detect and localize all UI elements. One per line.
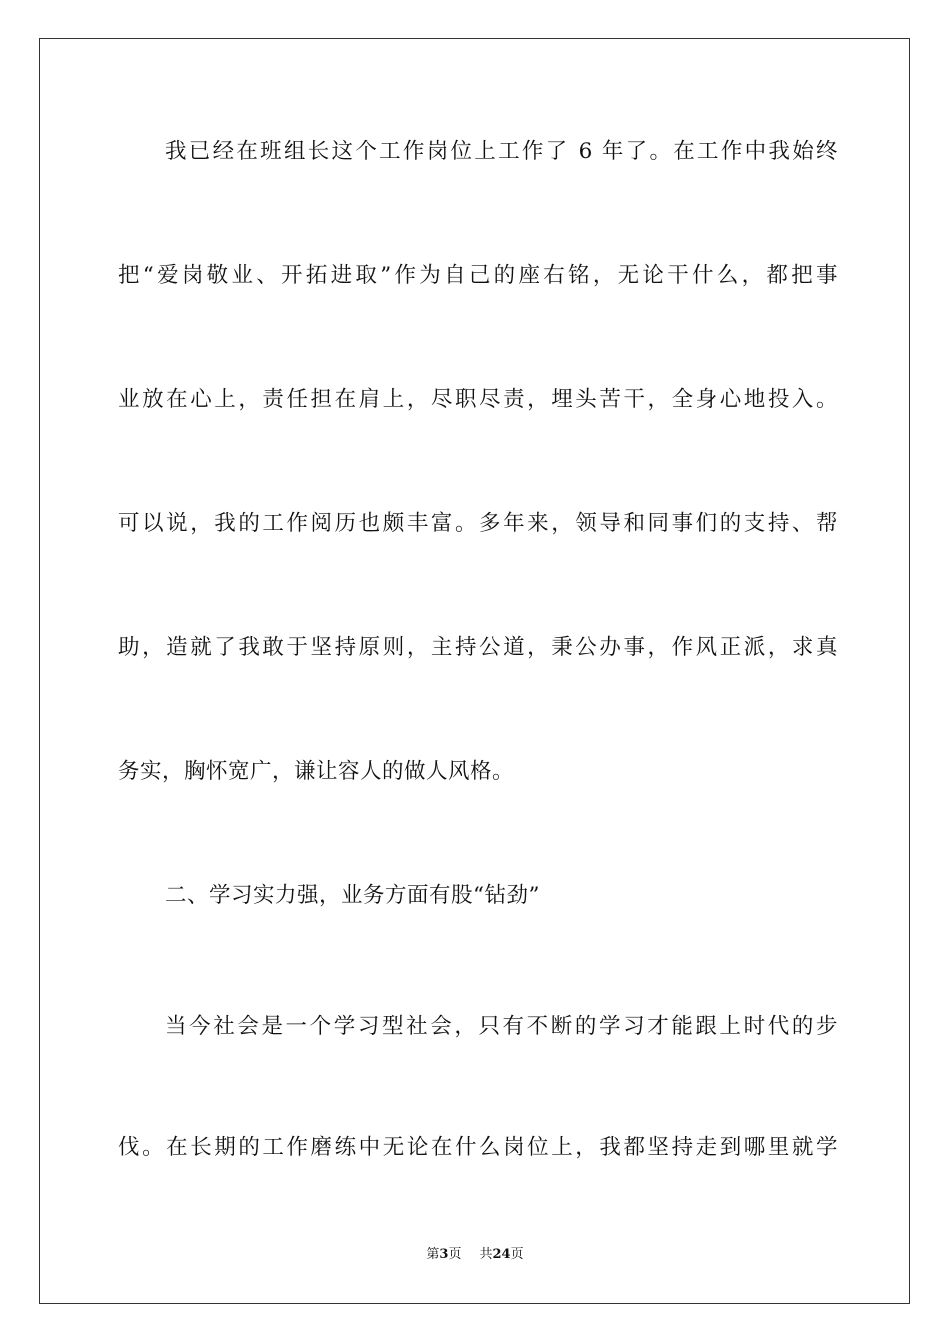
page-border: [39, 38, 910, 1304]
page-footer: [0, 1246, 950, 1264]
footer-total-suffix: 页: [510, 1247, 524, 1262]
body-line-5: 助，造就了我敢于坚持原则，主持公道，秉公办事，作风正派，求真: [118, 635, 838, 660]
section-heading: 二、学习实力强，业务方面有股“钻劲”: [165, 883, 540, 908]
footer-total-pages: 24: [492, 1247, 511, 1262]
footer-total-prefix: 共: [479, 1247, 493, 1262]
body-line-2: 把“爱岗敬业、开拓进取”作为自己的座右铭，无论干什么，都把事: [118, 263, 838, 288]
body-line-4: 可以说，我的工作阅历也颇丰富。多年来，领导和同事们的支持、帮: [118, 511, 838, 536]
footer-page-number: 3: [439, 1247, 449, 1262]
body-line-8: 伐。在长期的工作磨练中无论在什么岗位上，我都坚持走到哪里就学: [118, 1135, 838, 1160]
body-line-1: 我已经在班组长这个工作岗位上工作了 6 年了。在工作中我始终: [165, 139, 838, 164]
footer-page-prefix: 第: [426, 1247, 440, 1262]
body-line-7: 当今社会是一个学习型社会，只有不断的学习才能跟上时代的步: [165, 1014, 838, 1039]
footer-page-suffix: 页: [448, 1247, 462, 1262]
body-line-6: 务实，胸怀宽广，谦让容人的做人风格。: [118, 759, 515, 784]
body-line-3: 业放在心上，责任担在肩上，尽职尽责，埋头苦干，全身心地投入。: [118, 387, 838, 412]
